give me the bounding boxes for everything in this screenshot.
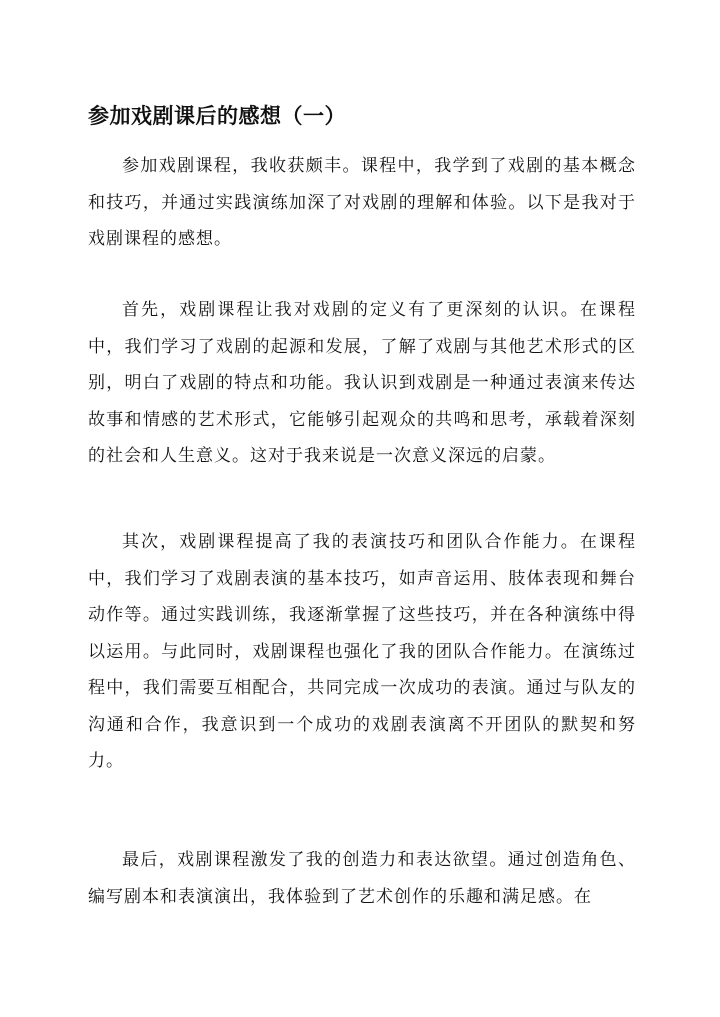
paragraph-last: 最后，戏剧课程激发了我的创造力和表达欲望。通过创造角色、编写剧本和表演演出，我体验到了艺术创作的乐趣和满足感。在 xyxy=(88,850,636,907)
document-title: 参加戏剧课后的感想（一） xyxy=(88,103,346,129)
paragraph-second: 其次，戏剧课程提高了我的表演技巧和团队合作能力。在课程中，我们学习了戏剧表演的基本技巧，如声音运用、肢体表现和舞台动作等。通过实践训练，我逐渐掌握了这些技巧，并在各种演练中得以运用。与此同时，戏剧课程也强化了我的团队合作能力。在演练过程中，我们需要互相配合，共同完成一次成功的表演。通过与队友的沟通和合作，我意识到一个成功的戏剧表演离不开团队的默契和努力。 xyxy=(88,532,636,771)
paragraph-first: 首先，戏剧课程让我对戏剧的定义有了更深刻的认识。在课程中，我们学习了戏剧的起源和发展，了解了戏剧与其他艺术形式的区别，明白了戏剧的特点和功能。我认识到戏剧是一种通过表演来传达故事和情感的艺术形式，它能够引起观众的共鸣和思考，承载着深刻的社会和人生意义。这对于我来说是一次意义深远的启蒙。 xyxy=(88,300,636,466)
paragraph-intro: 参加戏剧课程，我收获颇丰。课程中，我学到了戏剧的基本概念和技巧，并通过实践演练加深了对戏剧的理解和体验。以下是我对于戏剧课程的感想。 xyxy=(88,156,636,249)
